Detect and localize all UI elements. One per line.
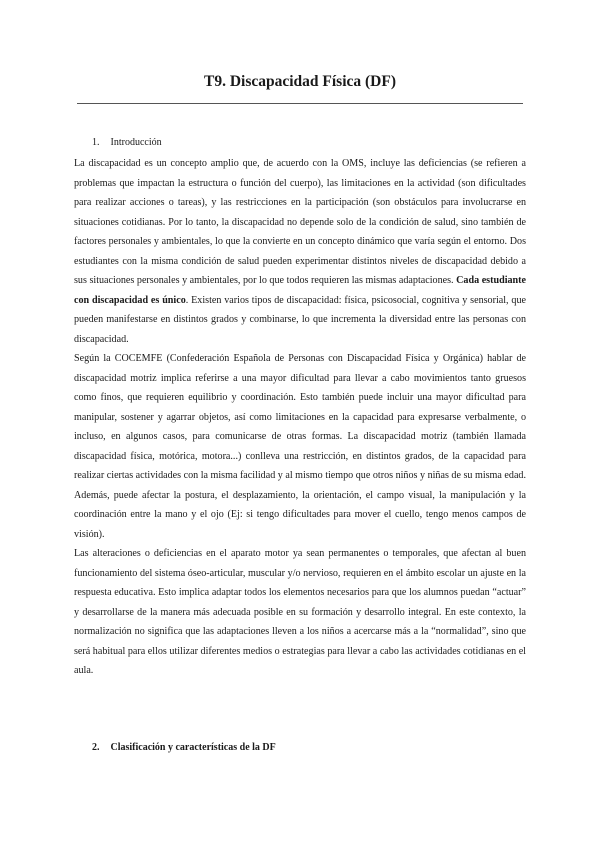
section-number: 1. xyxy=(92,137,100,148)
section-title: Introducción xyxy=(110,137,162,148)
section-number: 2. xyxy=(92,742,100,753)
section-heading-introduccion xyxy=(92,137,162,148)
document-title: T9. Discapacidad Física (DF) xyxy=(203,73,397,90)
paragraph-1 xyxy=(74,154,526,349)
section-title: Clasificación y características de la DF xyxy=(110,742,276,753)
paragraph-1-text: La discapacidad es un concepto amplio que, de acuerdo con la OMS, incluye las deficiencias (se refieren a problemas que impactan la estructura o función del cuerpo), las limitaciones en la actividad (son dificultades para realizar acciones o tareas), y las restricciones en la participación (son obstáculos para involucrarse en situaciones cotidianas. Por lo tanto, la discapacidad no depende solo de la condición de salud, sino también de factores personales y ambientales, lo que la convierte en un concepto dinámico que varía según el entorno. Dos estudiantes con la misma condición de salud pueden experimentar distintos niveles de discapacidad debido a sus situaciones personales y ambientales, por lo que todos requieren las mismas adaptaciones. xyxy=(74,158,526,286)
document-body xyxy=(74,154,526,681)
title-divider xyxy=(77,103,523,104)
paragraph-1-bold: Cada estudiante con discapacidad es único xyxy=(74,275,526,306)
paragraph-1-text-end: . Existen varios tipos de discapacidad: física, psicosocial, cognitiva y sensorial, que pueden manifestarse en distintos grados y combinarse, lo que incrementa la diversidad entre las personas con discapacidad. xyxy=(74,294,526,345)
paragraph-2: Según la COCEMFE (Confederación Española de Personas con Discapacidad Física y Orgánica) hablar de discapacidad motriz implica referirse a una mayor dificultad para llevar a cabo movimientos tanto gruesos como finos, que requieren equilibrio y coordinación. Esto también puede incluir una mayor dificultad para manipular, sostener y agarrar objetos, así como limitaciones en la capacidad para expresarse verbalmente, o incluso, en algunos casos, para comunicarse de otras formas. La discapacidad motriz (también llamada discapacidad física, motórica, motora...) conlleva una restricción, en distintos grados, de la capacidad para realizar ciertas actividades con la misma facilidad y al mismo tiempo que otros niños y niñas de su misma edad. Además, puede afectar la postura, el desplazamiento, la orientación, el campo visual, la manipulación y la coordinación entre la mano y el ojo (Ej: si tengo dificultades para mover el cuello, tengo menos campos de visión). xyxy=(74,353,526,540)
paragraph-3: Las alteraciones o deficiencias en el aparato motor ya sean permanentes o temporales, que afectan al buen funcionamiento del sistema óseo-articular, muscular y/o nervioso, requieren en el ámbito escolar un ajuste en la respuesta educativa. Esto implica adaptar todos los elementos necesarios para que los alumnos puedan “actuar” y desarrollarse de la manera más adecuada posible en su formación y desarrollo integral. En este contexto, la normalización no significa que las adaptaciones lleven a los niños a acercarse más a la “normalidad”, sino que será habitual para ellos utilizar diferentes medios o estrategias para llevar a cabo las actividades cotidianas en el aula. xyxy=(74,548,526,676)
section-heading-clasificacion xyxy=(92,742,276,753)
